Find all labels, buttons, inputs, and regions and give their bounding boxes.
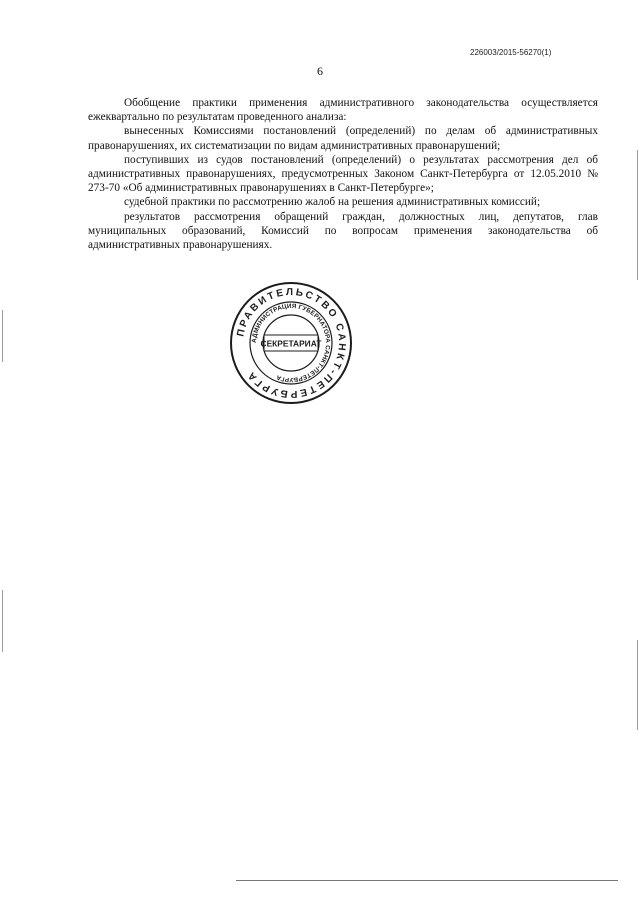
- scan-edge-mark: [2, 590, 3, 652]
- paragraph-commissions: вынесенных Комиссиями постановлений (определений) по делам об административных правонарушениях, их систематизации по видам административных правонарушений;: [88, 125, 598, 152]
- seal-outer-text: ПРАВИТЕЛЬСТВО САНКТ-ПЕТЕРБУРГА: [235, 286, 348, 400]
- paragraph-appeals: результатов рассмотрения обращений граждан, должностных лиц, депутатов, глав муниципальных образований, Комиссий по вопросам применения законодательства об административных правонарушениях.: [88, 210, 598, 252]
- registration-number: 226003/2015-56270(1): [470, 48, 552, 57]
- paragraph-courts: поступивших из судов постановлений (определений) о результатах рассмотрения дел об административных правонарушениях, предусмотренных Законом Санкт-Петербурга от 12.05.2010 № 273-70 «Об административных правонарушениях в Санкт-Петербурге»;: [88, 153, 598, 195]
- bottom-rule: [236, 880, 618, 881]
- scan-edge-mark: [2, 310, 3, 362]
- scan-edge-mark: [637, 150, 638, 280]
- seal-inner-text: АДМИНИСТРАЦИЯ ГУБЕРНАТОРА САНКТ-ПЕТЕРБУРГА: [250, 302, 332, 384]
- page-number: 6: [317, 64, 323, 78]
- scan-edge-mark: [637, 640, 638, 730]
- paragraph-judicial-practice: судебной практики по рассмотрению жалоб на решения административных комиссий;: [124, 196, 541, 209]
- seal-graphic: [228, 280, 354, 406]
- body-text: [88, 96, 598, 252]
- official-seal: [228, 280, 354, 406]
- paragraph-intro: Обобщение практики применения административного законодательства осуществляется ежеквартально по результатам проведенного анализа:: [88, 97, 598, 124]
- seal-center-text: СЕКРЕТАРИАТ: [260, 338, 322, 349]
